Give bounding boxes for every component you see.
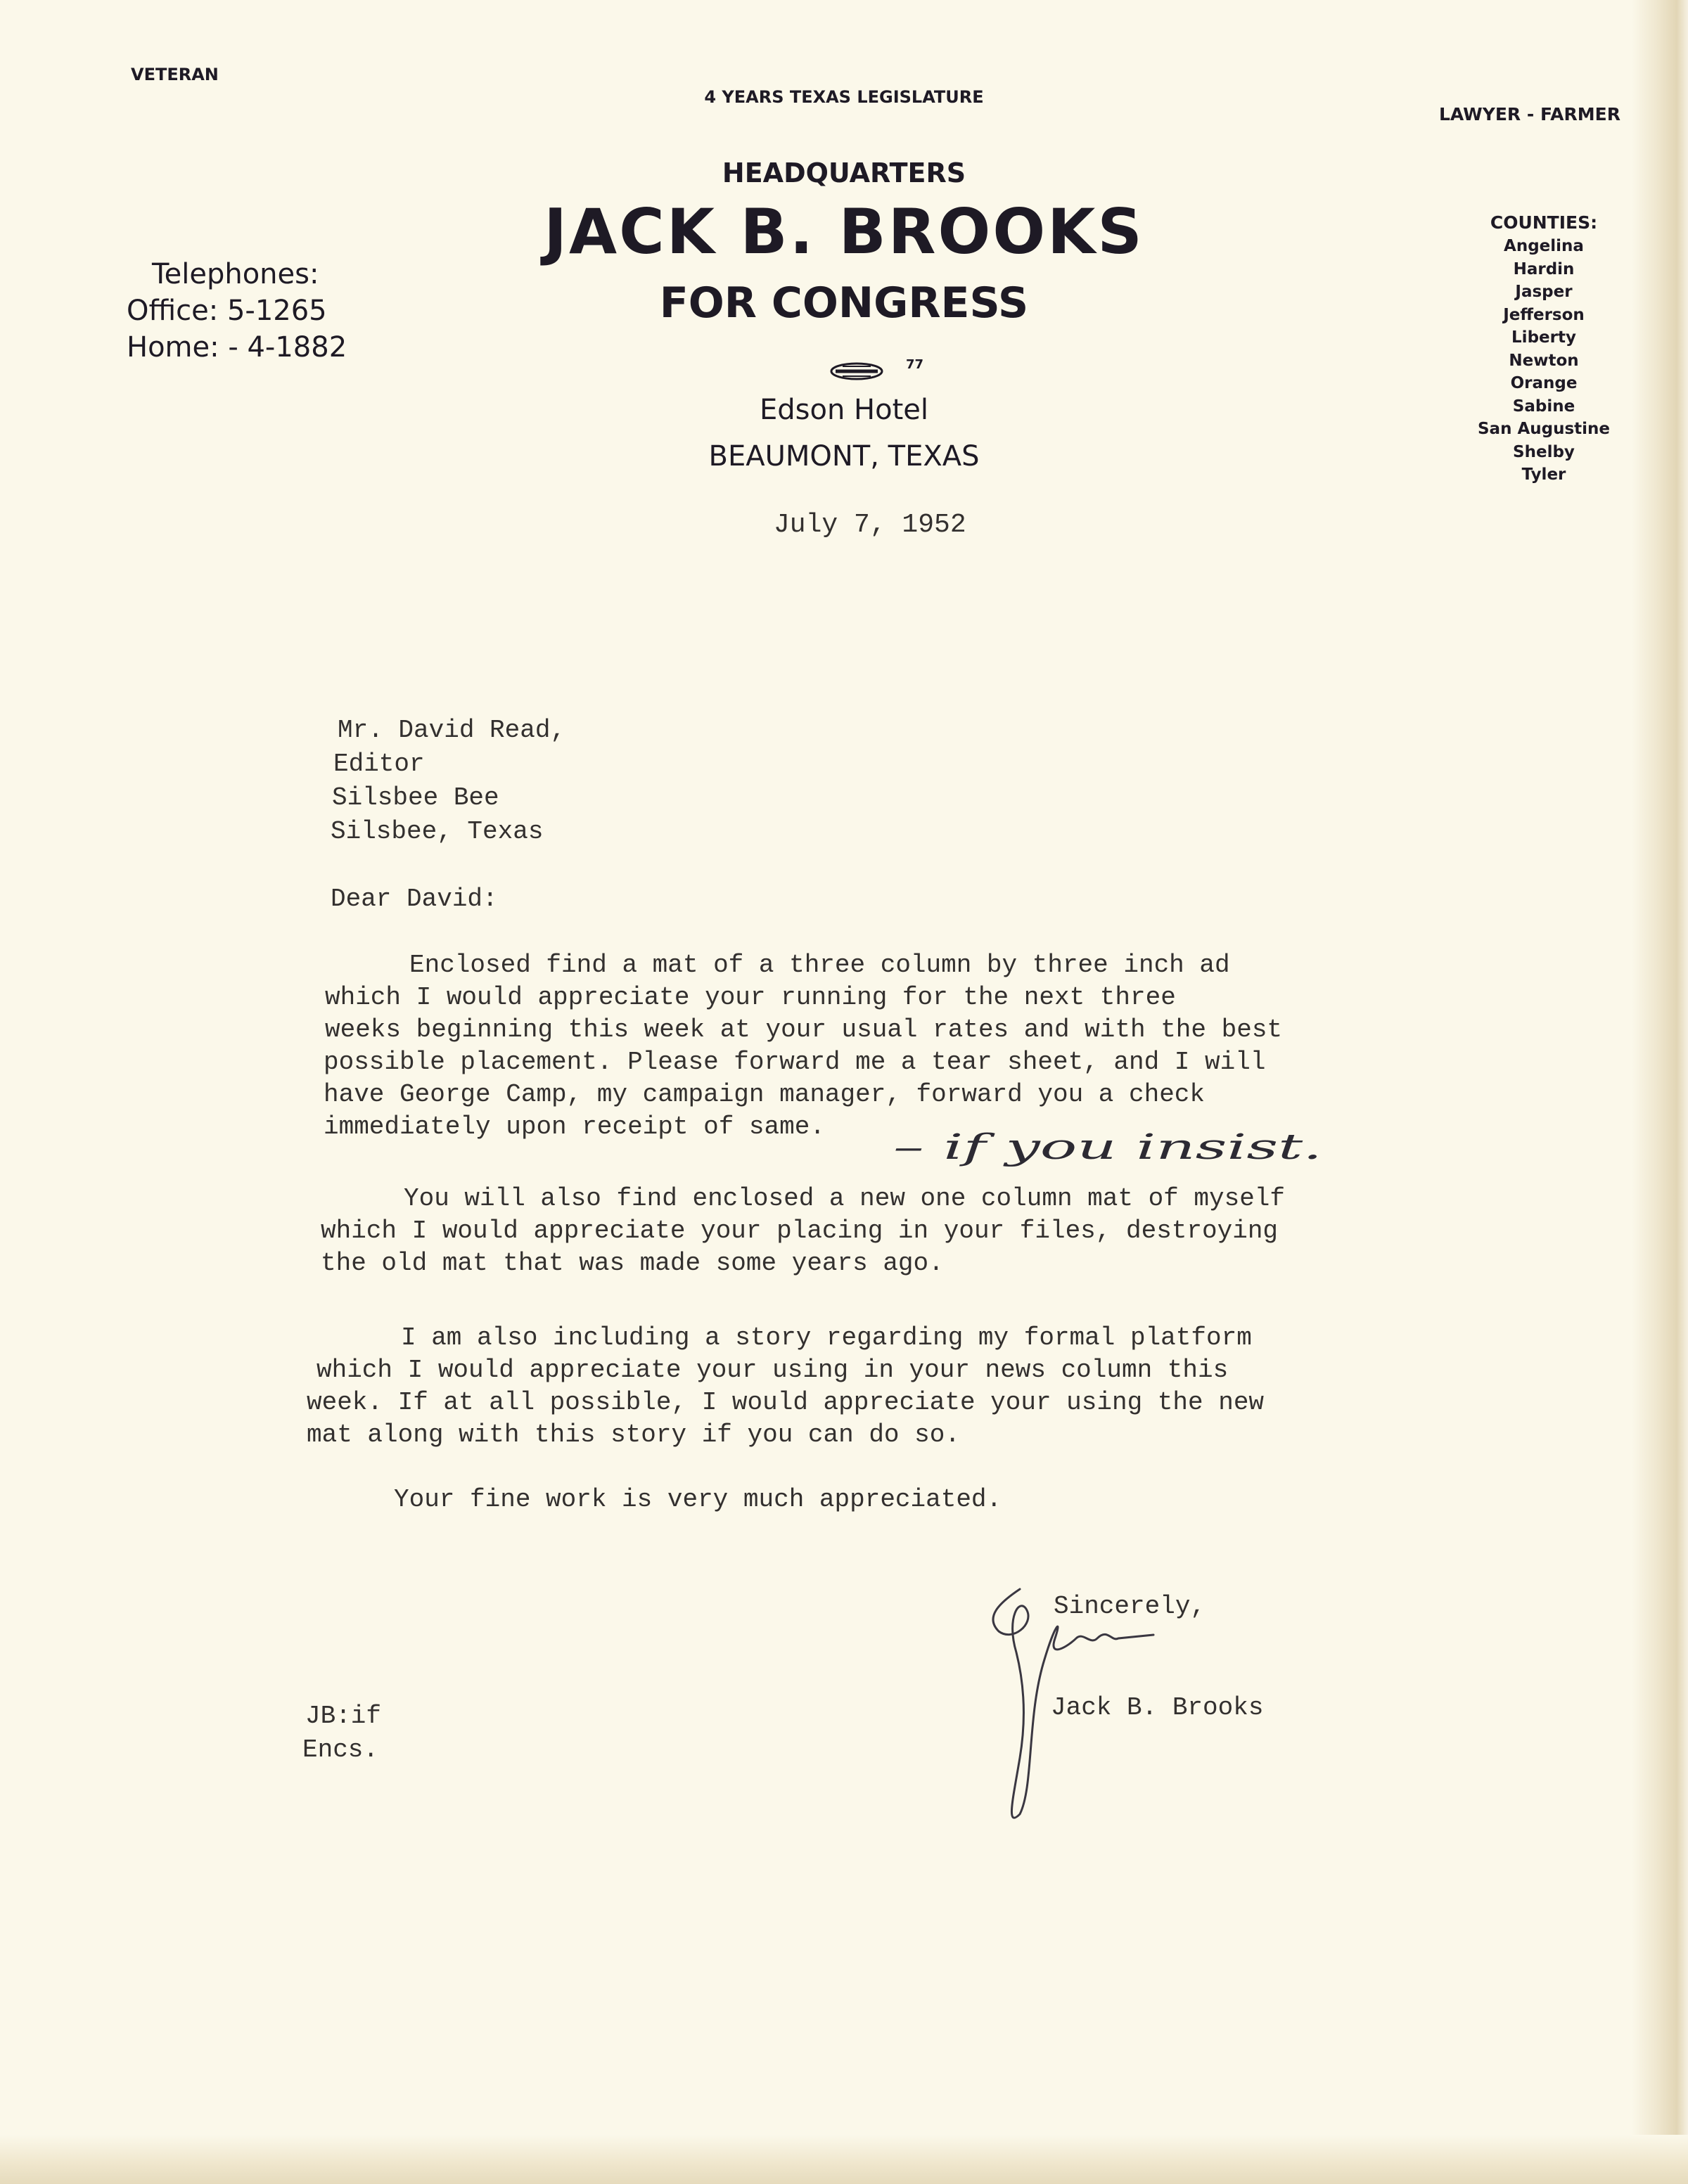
recipient-line: Silsbee Bee — [332, 783, 499, 812]
county-item: Jasper — [1515, 283, 1573, 301]
county-item: Liberty — [1511, 328, 1576, 347]
paragraph-1-line: which I would appreciate your running for the next three — [325, 983, 1176, 1012]
paragraph-1-line: weeks beginning this week at your usual rates and with the best — [325, 1015, 1283, 1044]
county-item: Tyler — [1521, 465, 1566, 484]
signer-name: Jack B. Brooks — [1051, 1693, 1264, 1722]
paper-stain-bottom — [0, 2135, 1688, 2184]
county-item: Jefferson — [1503, 305, 1585, 324]
closing: Sincerely, — [1054, 1592, 1206, 1621]
county-item: Sabine — [1512, 397, 1575, 416]
paragraph-1-line: immediately upon receipt of same. — [324, 1112, 825, 1141]
telephones-block — [127, 256, 347, 366]
paragraph-3-line: mat along with this story if you can do so. — [307, 1420, 960, 1449]
county-item: Orange — [1510, 374, 1578, 392]
paragraph-3-line: I am also including a story regarding my formal platform — [401, 1323, 1252, 1352]
occupation-label: LAWYER - FARMER — [1439, 104, 1620, 124]
paragraph-1-line: have George Camp, my campaign manager, forward you a check — [324, 1080, 1206, 1109]
paragraph-2-line: which I would appreciate your placing in your files, destroying — [321, 1216, 1279, 1245]
salutation: Dear David: — [331, 885, 498, 913]
handwritten-note — [893, 1122, 1343, 1178]
union-bug-number: 77 — [906, 357, 924, 372]
recipient-line: Mr. David Read, — [338, 716, 566, 745]
telephones-title: Telephones: — [152, 258, 319, 290]
paragraph-1-line: possible placement. Please forward me a tear sheet, and I will — [324, 1048, 1266, 1077]
county-item: Shelby — [1513, 442, 1575, 461]
handwritten-note-text: – if you insist. — [893, 1126, 1322, 1167]
candidate-name: JACK B. BROOKS — [544, 195, 1144, 268]
legislature-label: 4 YEARS TEXAS LEGISLATURE — [704, 87, 984, 107]
headquarters-label: HEADQUARTERS — [722, 158, 966, 188]
county-item: San Augustine — [1477, 420, 1611, 438]
counties-title: COUNTIES: — [1490, 212, 1598, 233]
recipient-line: Silsbee, Texas — [331, 817, 544, 846]
hotel-name: Edson Hotel — [760, 394, 928, 426]
counties-list — [1435, 211, 1653, 487]
union-label-icon — [829, 350, 899, 392]
paragraph-2-line: the old mat that was made some years ago. — [321, 1249, 944, 1278]
city-name: BEAUMONT, TEXAS — [708, 440, 980, 473]
veteran-label: VETERAN — [131, 65, 219, 84]
office-phone: Office: 5-1265 — [127, 295, 327, 327]
office-sought: FOR CONGRESS — [659, 278, 1029, 328]
home-phone: Home: - 4-1882 — [127, 331, 347, 364]
paragraph-1-line: Enclosed find a mat of a three column by three inch ad — [409, 951, 1230, 979]
recipient-line: Editor — [333, 750, 425, 778]
paragraph-3-line: week. If at all possible, I would appreciate your using the new — [307, 1388, 1265, 1417]
letter-date: July 7, 1952 — [774, 510, 966, 540]
paragraph-3-line: which I would appreciate your using in your news column this — [316, 1356, 1229, 1385]
county-item: Hardin — [1513, 259, 1575, 278]
paragraph-2-line: You will also find enclosed a new one column mat of myself — [404, 1184, 1286, 1213]
county-item: Newton — [1509, 351, 1579, 370]
paragraph-4: Your fine work is very much appreciated. — [394, 1485, 1002, 1514]
county-item: Angelina — [1504, 237, 1584, 255]
reference-initials: JB:if — [305, 1702, 382, 1730]
enclosures-note: Encs. — [302, 1735, 379, 1764]
